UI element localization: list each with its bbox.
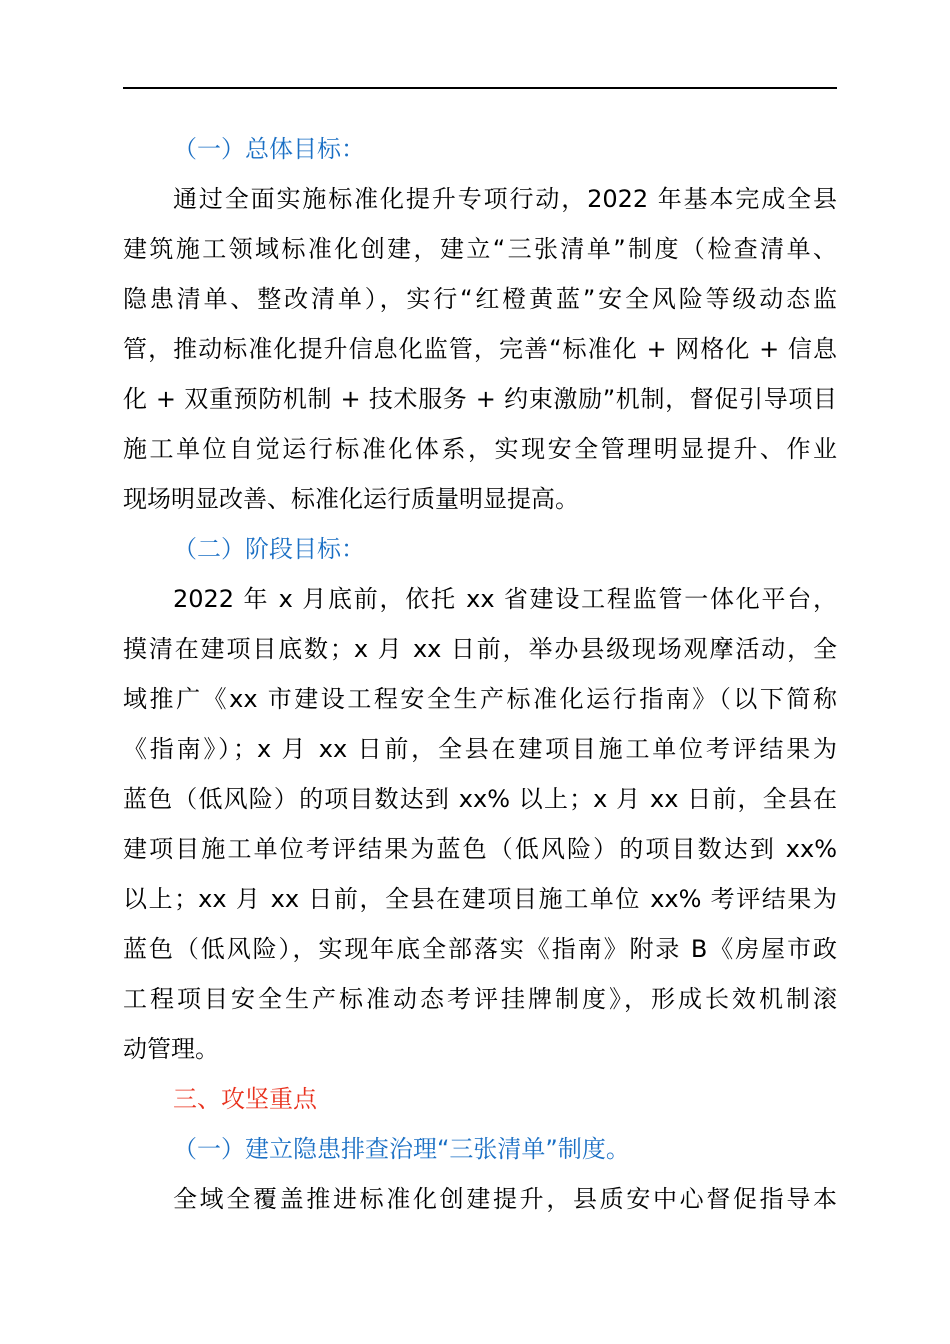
text-line: 域推广《xx 市建设工程安全生产标准化运行指南》（以下简称: [123, 685, 837, 713]
heading-key-tasks: 三、攻坚重点: [173, 1085, 317, 1113]
text-line: 现场明显改善、标准化运行质量明显提高。: [123, 485, 579, 513]
text-line: 通过全面实施标准化提升专项行动，2022 年基本完成全县: [173, 185, 837, 213]
text-line: 工程项目安全生产标准动态考评挂牌制度》，形成长效机制滚: [123, 985, 837, 1013]
text-line: 建项目施工单位考评结果为蓝色（低风险）的项目数达到 xx%: [123, 835, 837, 863]
text-line: 以上；xx 月 xx 日前，全县在建项目施工单位 xx% 考评结果为: [123, 885, 837, 913]
header-rule: [123, 87, 837, 89]
text-line: 隐患清单、整改清单），实行“红橙黄蓝”安全风险等级动态监: [123, 285, 837, 313]
text-line: 《指南》）；x 月 xx 日前，全县在建项目施工单位考评结果为: [123, 735, 837, 763]
heading-overall-goal: （一）总体目标：: [173, 135, 365, 163]
paragraph-overall-goal: [123, 174, 837, 524]
text-line: 化 + 双重预防机制 + 技术服务 + 约束激励”机制，督促引导项目: [123, 385, 837, 413]
paragraph-stage-goal: [123, 574, 837, 1074]
document-body: [123, 124, 837, 1224]
text-line: 施工单位自觉运行标准化体系，实现安全管理明显提升、作业: [123, 435, 837, 463]
text-line: 摸清在建项目底数；x 月 xx 日前，举办县级现场观摩活动，全: [123, 635, 837, 663]
text-line: 蓝色（低风险）的项目数达到 xx% 以上；x 月 xx 日前，全县在: [123, 785, 837, 813]
text-line: 动管理。: [123, 1035, 219, 1063]
paragraph-three-lists: [123, 1174, 837, 1224]
text-line: 蓝色（低风险），实现年底全部落实《指南》附录 B《房屋市政: [123, 935, 837, 963]
heading-three-lists: （一）建立隐患排查治理“三张清单”制度。: [173, 1135, 630, 1163]
heading-stage-goal: （二）阶段目标：: [173, 535, 365, 563]
text-line: 管，推动标准化提升信息化监管，完善“标准化 + 网格化 + 信息: [123, 335, 837, 363]
text-line: 全域全覆盖推进标准化创建提升，县质安中心督促指导本: [173, 1185, 837, 1213]
text-line: 建筑施工领域标准化创建，建立“三张清单”制度（检查清单、: [123, 235, 837, 263]
text-line: 2022 年 x 月底前，依托 xx 省建设工程监管一体化平台，: [173, 585, 837, 613]
